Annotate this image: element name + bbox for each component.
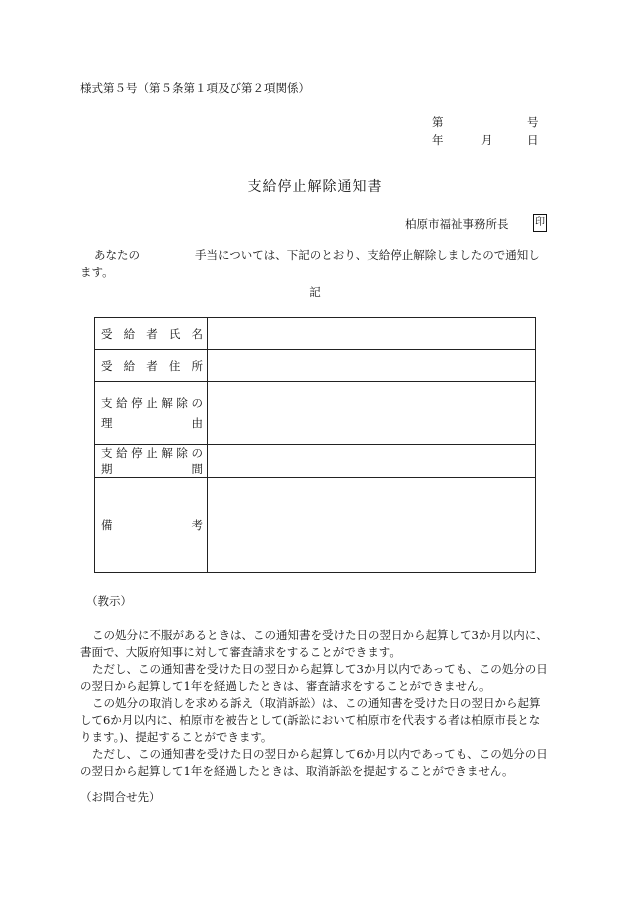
intro-paragraph [80,247,550,281]
date-month: 月 [481,133,493,147]
label-char: 除 [176,446,188,460]
record-table [94,317,536,573]
table-row [95,382,536,445]
value-cell [208,478,536,573]
label-char: 給 [116,446,128,460]
label-char: 理 [101,416,113,430]
label-line [101,445,203,461]
notice-heading: （教示） [86,594,132,608]
table-row [95,478,536,573]
seal-box: 印 [533,214,547,232]
row-label [95,478,208,573]
label-line [101,395,203,411]
label-char: 住 [168,358,181,373]
label-char: 止 [146,396,158,410]
label-char: 氏 [168,326,181,341]
notice-paragraph: この処分の取消しを求める訴え（取消訴訟）は、この通知書を受けた日の翌日から起算して6か月以内に、柏原市を被告として(訴訟において柏原市を代表する者は柏原市長となります。)、提起することができます。 [80,696,541,744]
notice-paragraph: ただし、この通知書を受けた日の翌日から起算して6か月以内であっても、この処分の日の翌日から起算して1年を経過したときは、取消訴訟を提起することができません。 [80,747,548,778]
label-char: 給 [123,358,136,373]
notice-paragraph: ただし、この通知書を受けた日の翌日から起算して3か月以内であっても、この処分の日の翌日から起算して1年を経過したときは、審査請求をすることができません。 [80,662,548,693]
label-char: 受 [101,358,113,373]
label-line [101,461,203,477]
row-label [95,445,208,478]
label-char: の [191,396,203,410]
label-char: 解 [161,446,173,460]
row-label [95,382,208,445]
table-row [95,445,536,478]
label-char: 給 [123,326,136,341]
table-row [95,350,536,382]
notice-paragraph: この処分に不服があるときは、この通知書を受けた日の翌日から起算して3か月以内に、書面で、大阪府知事に対して審査請求をすることができます。 [80,628,548,659]
form-label: 様式第５号（第５条第１項及び第２項関係） [80,81,310,95]
value-cell [208,445,536,478]
label-char: 者 [146,326,158,341]
label-line [101,326,203,342]
label-char: 備 [101,518,113,532]
label-char: 支 [101,396,113,410]
row-label [95,350,208,382]
document-title: 支給停止解除通知書 [247,179,383,195]
label-char: 所 [191,358,203,373]
date-day: 日 [527,133,539,147]
label-line [101,517,203,533]
label-char: 除 [176,396,188,410]
value-cell [208,350,536,382]
label-char: 考 [191,518,203,532]
value-cell [208,318,536,350]
label-char: 解 [161,396,173,410]
label-line [101,358,203,374]
label-char: の [191,446,203,460]
table-row [95,318,536,350]
number-dai: 第 [432,115,444,129]
label-char: 名 [191,326,203,341]
label-char: 給 [116,396,128,410]
sender-name: 柏原市福祉事務所長 [405,217,509,231]
label-char: 止 [146,446,158,460]
label-char: 由 [191,416,203,430]
label-char: 支 [101,446,113,460]
label-char: 停 [131,446,143,460]
ki-mark: 記 [309,285,321,299]
value-cell [208,382,536,445]
intro-part2: 手当については、下記のとおり、支給停止解除しましたので通知します。 [80,248,540,279]
contact-heading: （お問合せ先） [80,790,161,804]
intro-part1: あなたの [94,248,140,262]
notice-section [80,627,550,780]
label-char: 間 [191,462,203,476]
row-label [95,318,208,350]
date-year: 年 [432,133,444,147]
label-line [101,415,203,431]
label-char: 受 [101,326,113,341]
label-char: 者 [146,358,158,373]
number-go: 号 [527,115,539,129]
label-char: 停 [131,396,143,410]
label-char: 期 [101,462,113,476]
